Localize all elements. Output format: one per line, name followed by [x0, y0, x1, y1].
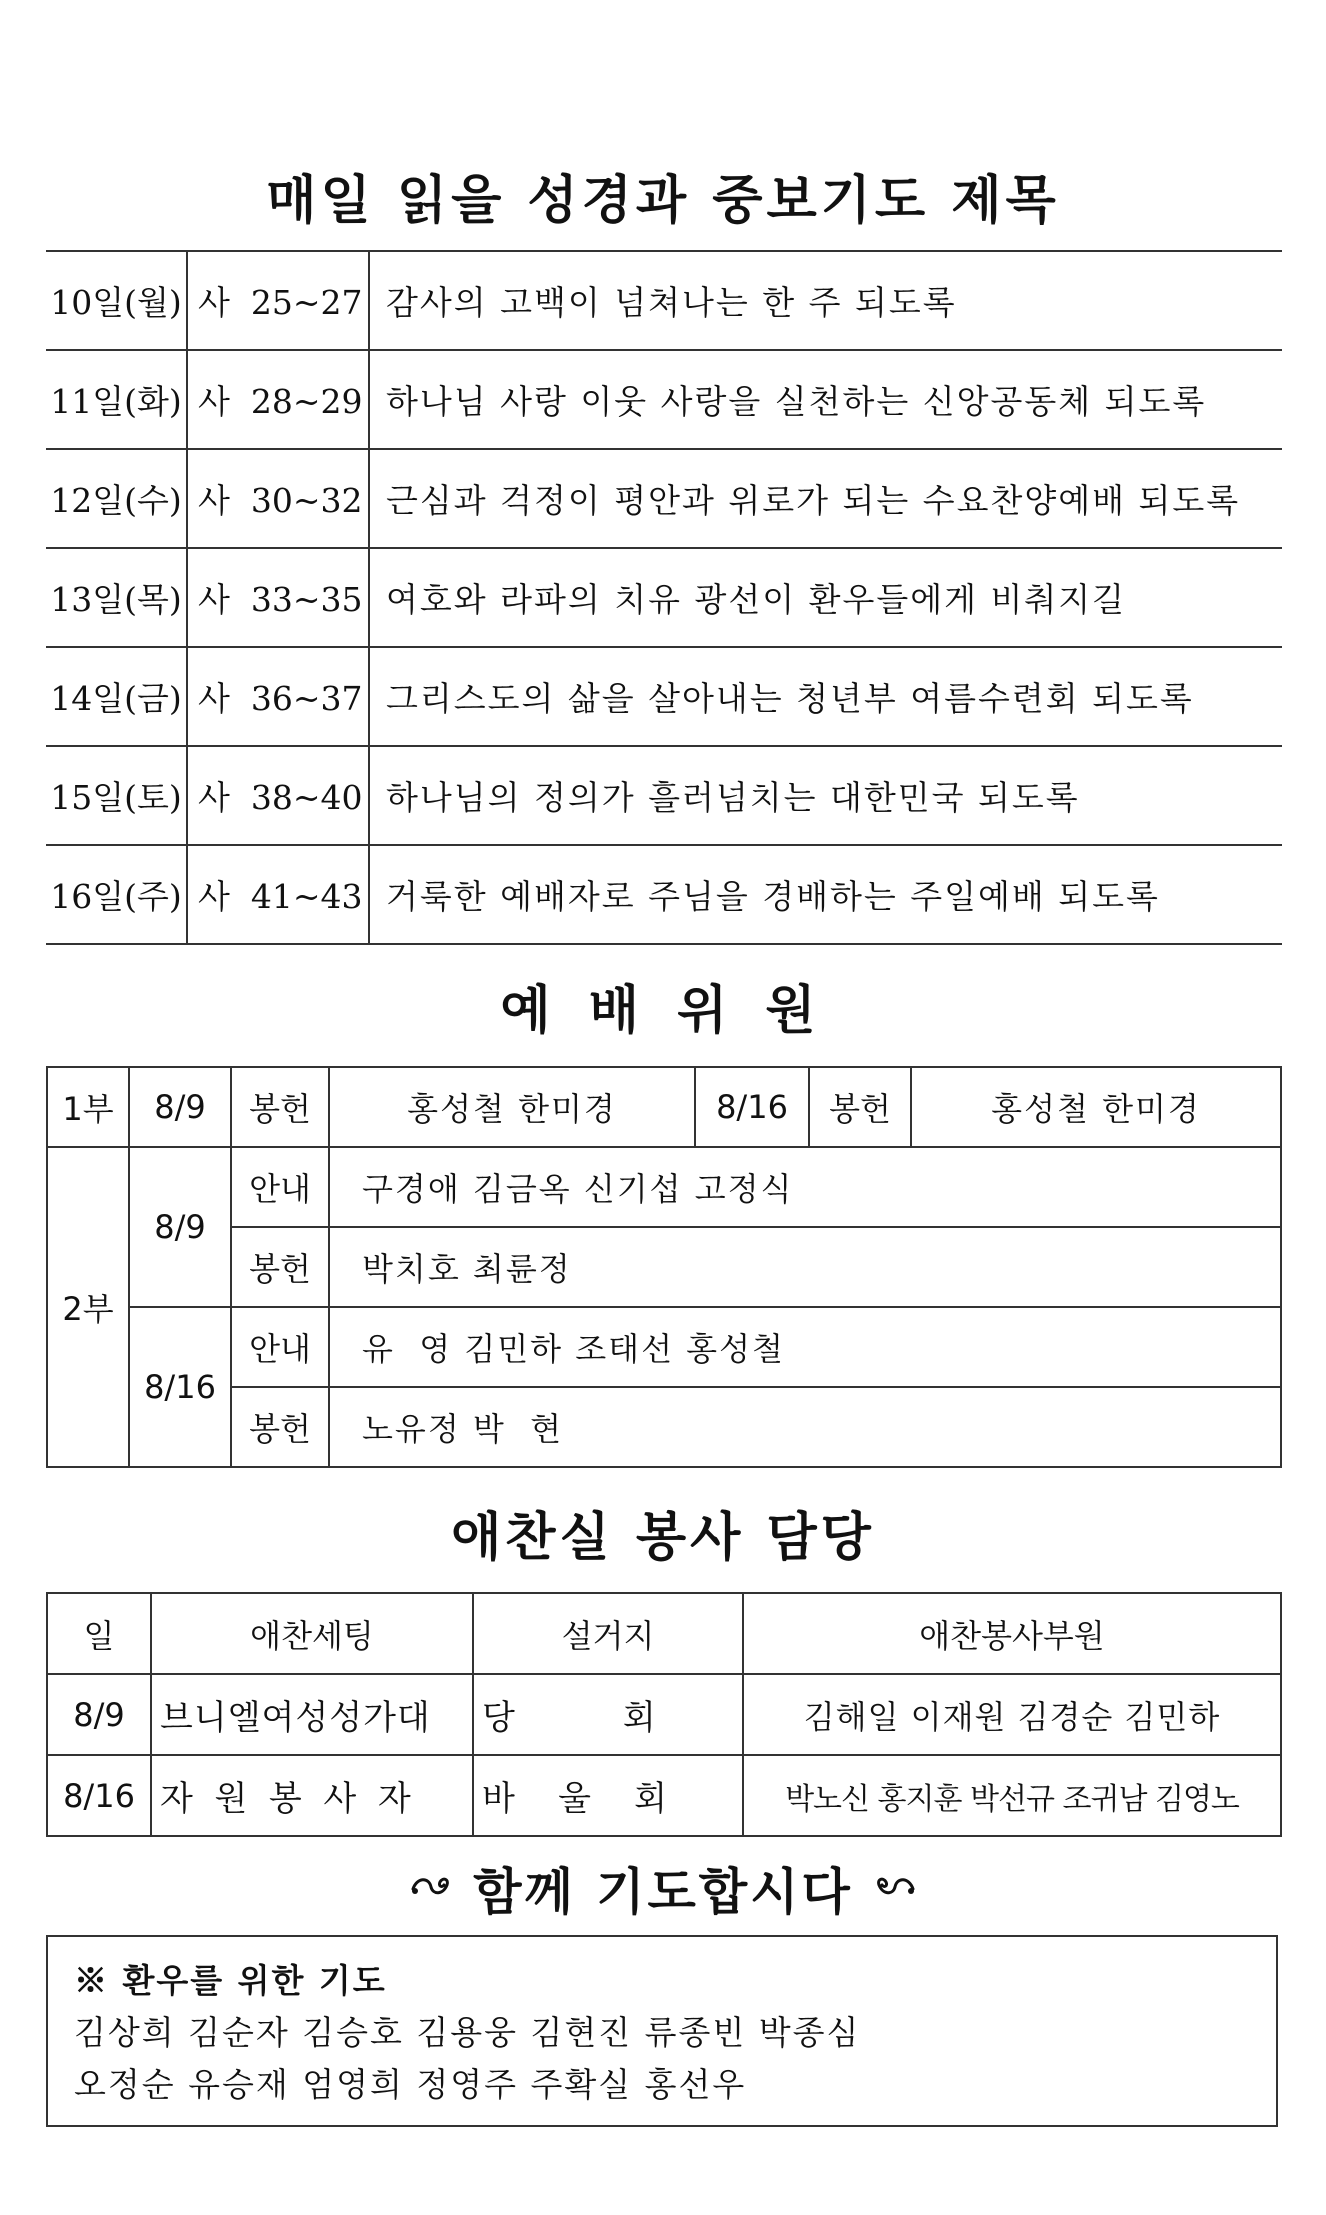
reading-prayer: 그리스도의 삶을 살아내는 청년부 여름수련회 되도록: [369, 647, 1282, 746]
swirl-ornament-right-icon: [873, 1865, 917, 1911]
table-row: [46, 845, 1282, 944]
role-names: 홍성철 한미경: [911, 1067, 1281, 1147]
reading-passage: 사 25~27: [187, 251, 369, 350]
role-label: 안내: [231, 1147, 329, 1227]
reading-prayer: 하나님의 정의가 흘러넘치는 대한민국 되도록: [369, 746, 1282, 845]
role-label: 봉헌: [809, 1067, 911, 1147]
table-row: [46, 449, 1282, 548]
reading-date: 12일(수): [46, 449, 187, 548]
table-row: [47, 1067, 1281, 1147]
role-label: 봉헌: [231, 1227, 329, 1307]
service-date: 8/9: [129, 1067, 231, 1147]
table-row: [47, 1755, 1281, 1836]
swirl-ornament-left-icon: [409, 1865, 453, 1911]
choir-service-table: [46, 1592, 1282, 1837]
service-label: 1부: [47, 1067, 129, 1147]
role-names: 홍성철 한미경: [329, 1067, 695, 1147]
setting-group: 브니엘여성성가대: [151, 1674, 473, 1755]
reading-date: 10일(월): [46, 251, 187, 350]
reading-prayer: 거룩한 예배자로 주님을 경배하는 주일예배 되도록: [369, 845, 1282, 944]
reading-passage: 사 38~40: [187, 746, 369, 845]
prayer-heading: ※ 환우를 위한 기도: [74, 1961, 387, 2000]
column-header: 애찬세팅: [151, 1593, 473, 1674]
service-date: 8/9: [47, 1674, 151, 1755]
dishes-group: 바 울 회: [473, 1755, 743, 1836]
service-label: 2부: [47, 1147, 129, 1467]
reading-date: 16일(주): [46, 845, 187, 944]
members-list: 김해일 이재원 김경순 김민하: [743, 1674, 1281, 1755]
reading-prayer: 하나님 사랑 이웃 사랑을 실천하는 신앙공동체 되도록: [369, 350, 1282, 449]
readings-table: [46, 250, 1282, 945]
table-row: [46, 251, 1282, 350]
role-label: 봉헌: [231, 1387, 329, 1467]
table-row: [47, 1227, 1281, 1307]
reading-date: 14일(금): [46, 647, 187, 746]
table-row: [46, 548, 1282, 647]
choir-title: 애찬실 봉사 담당: [451, 1508, 875, 1568]
role-names: 구경애 김금옥 신기섭 고정식: [329, 1147, 1281, 1227]
table-header-row: [47, 1593, 1281, 1674]
column-header: 설거지: [473, 1593, 743, 1674]
table-row: [46, 647, 1282, 746]
worship-title: 예 배 위 원: [500, 981, 826, 1041]
reading-prayer: 감사의 고백이 넘쳐나는 한 주 되도록: [369, 251, 1282, 350]
service-date: 8/9: [129, 1147, 231, 1307]
reading-passage: 사 30~32: [187, 449, 369, 548]
dishes-group: 당 회: [473, 1674, 743, 1755]
role-label: 봉헌: [231, 1067, 329, 1147]
column-header: 일: [47, 1593, 151, 1674]
members-list: 박노신 홍지훈 박선규 조귀남 김영노: [743, 1755, 1281, 1836]
reading-passage: 사 28~29: [187, 350, 369, 449]
role-names: 노유정 박 현: [329, 1387, 1281, 1467]
setting-group: 자 원 봉 사 자: [151, 1755, 473, 1836]
reading-passage: 사 41~43: [187, 845, 369, 944]
reading-date: 13일(목): [46, 548, 187, 647]
table-row: [47, 1147, 1281, 1227]
prayer-title-row: [0, 1852, 1326, 1922]
service-date: 8/16: [47, 1755, 151, 1836]
service-date: 8/16: [695, 1067, 809, 1147]
readings-title: 매일 읽을 성경과 중보기도 제목: [266, 171, 1060, 231]
table-row: [46, 746, 1282, 845]
worship-table: [46, 1066, 1282, 1468]
prayer-names-line: 오정순 유승재 엄영희 정영주 주확실 홍선우: [74, 2065, 747, 2104]
reading-prayer: 근심과 걱정이 평안과 위로가 되는 수요찬양예배 되도록: [369, 449, 1282, 548]
service-date: 8/16: [129, 1307, 231, 1467]
table-row: [47, 1307, 1281, 1387]
reading-passage: 사 36~37: [187, 647, 369, 746]
table-row: [47, 1387, 1281, 1467]
prayer-title: 함께 기도합시다: [473, 1863, 853, 1921]
role-names: 유 영 김민하 조태선 홍성철: [329, 1307, 1281, 1387]
role-names: 박치호 최륜정: [329, 1227, 1281, 1307]
prayer-box: [46, 1935, 1278, 2127]
role-label: 안내: [231, 1307, 329, 1387]
reading-date: 15일(토): [46, 746, 187, 845]
reading-date: 11일(화): [46, 350, 187, 449]
reading-prayer: 여호와 라파의 치유 광선이 환우들에게 비춰지길: [369, 548, 1282, 647]
reading-passage: 사 33~35: [187, 548, 369, 647]
prayer-names-line: 김상희 김순자 김승호 김용웅 김현진 류종빈 박종심: [74, 2013, 861, 2052]
table-row: [46, 350, 1282, 449]
column-header: 애찬봉사부원: [743, 1593, 1281, 1674]
table-row: [47, 1674, 1281, 1755]
